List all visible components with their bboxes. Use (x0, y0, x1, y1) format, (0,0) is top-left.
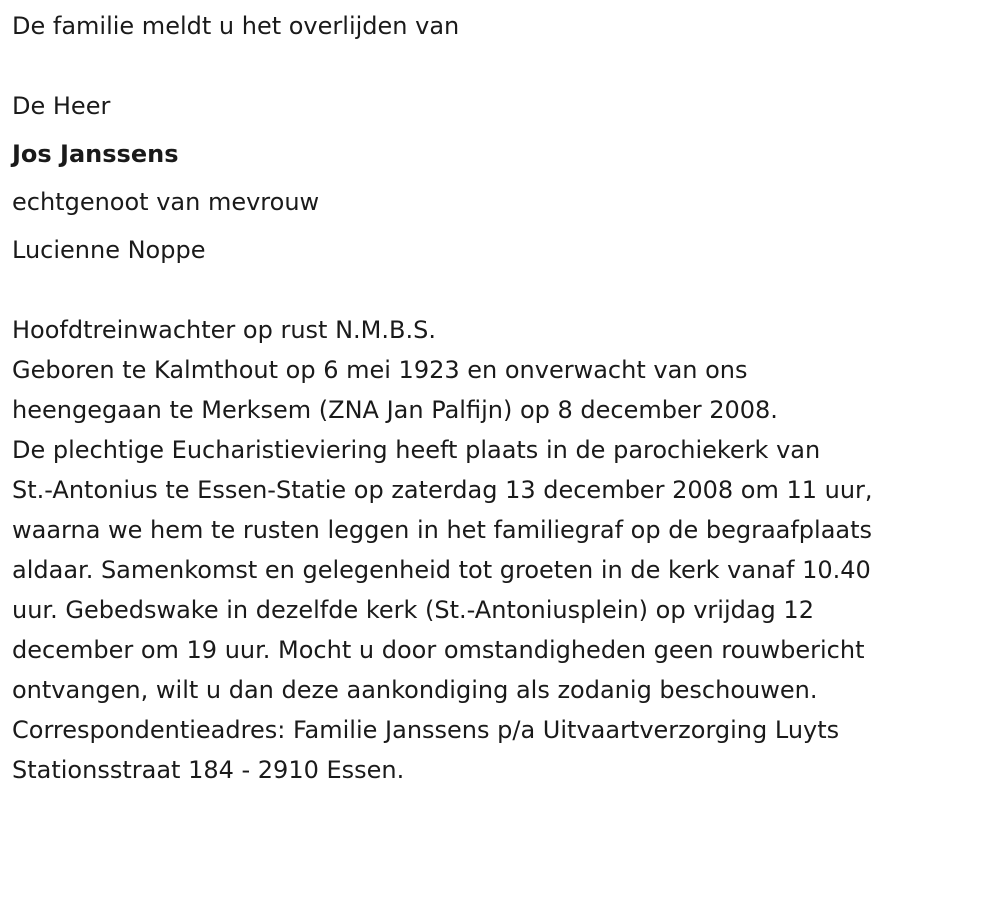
deceased-name: Jos Janssens (12, 140, 179, 168)
spouse-label: echtgenoot van mevrouw (12, 188, 320, 216)
paragraph-line: aldaar. Samenkomst en gelegenheid tot groeten in de kerk vanaf 10.40 (12, 556, 871, 584)
honorific-title: De Heer (12, 92, 111, 120)
correspondence-paragraph (12, 710, 987, 790)
spouse-name: Lucienne Noppe (12, 236, 206, 264)
paragraph-line: heengegaan te Merksem (ZNA Jan Palfijn) op 8 december 2008. (12, 396, 778, 424)
paragraph-line: uur. Gebedswake in dezelfde kerk (St.-Antoniusplein) op vrijdag 12 (12, 596, 814, 624)
intro-text: De familie meldt u het overlijden van (12, 12, 460, 40)
paragraph-line: december om 19 uur. Mocht u door omstandigheden geen rouwbericht (12, 636, 865, 664)
paragraph-line: Correspondentieadres: Familie Janssens p/a Uitvaartverzorging Luyts (12, 716, 840, 744)
paragraph-line: waarna we hem te rusten leggen in het familiegraf op de begraafplaats (12, 516, 873, 544)
paragraph-line: De plechtige Eucharistieviering heeft plaats in de parochiekerk van (12, 436, 821, 464)
ceremony-paragraph (12, 430, 987, 710)
paragraph-line: St.-Antonius te Essen-Statie op zaterdag 13 december 2008 om 11 uur, (12, 476, 873, 504)
death-notice (12, 0, 987, 790)
occupation: Hoofdtreinwachter op rust N.M.B.S. (12, 316, 436, 344)
paragraph-line: ontvangen, wilt u dan deze aankondiging als zodanig beschouwen. (12, 676, 818, 704)
paragraph-line: Stationsstraat 184 - 2910 Essen. (12, 756, 405, 784)
paragraph-line: Geboren te Kalmthout op 6 mei 1923 en onverwacht van ons (12, 356, 748, 384)
birth-death-paragraph (12, 350, 987, 430)
